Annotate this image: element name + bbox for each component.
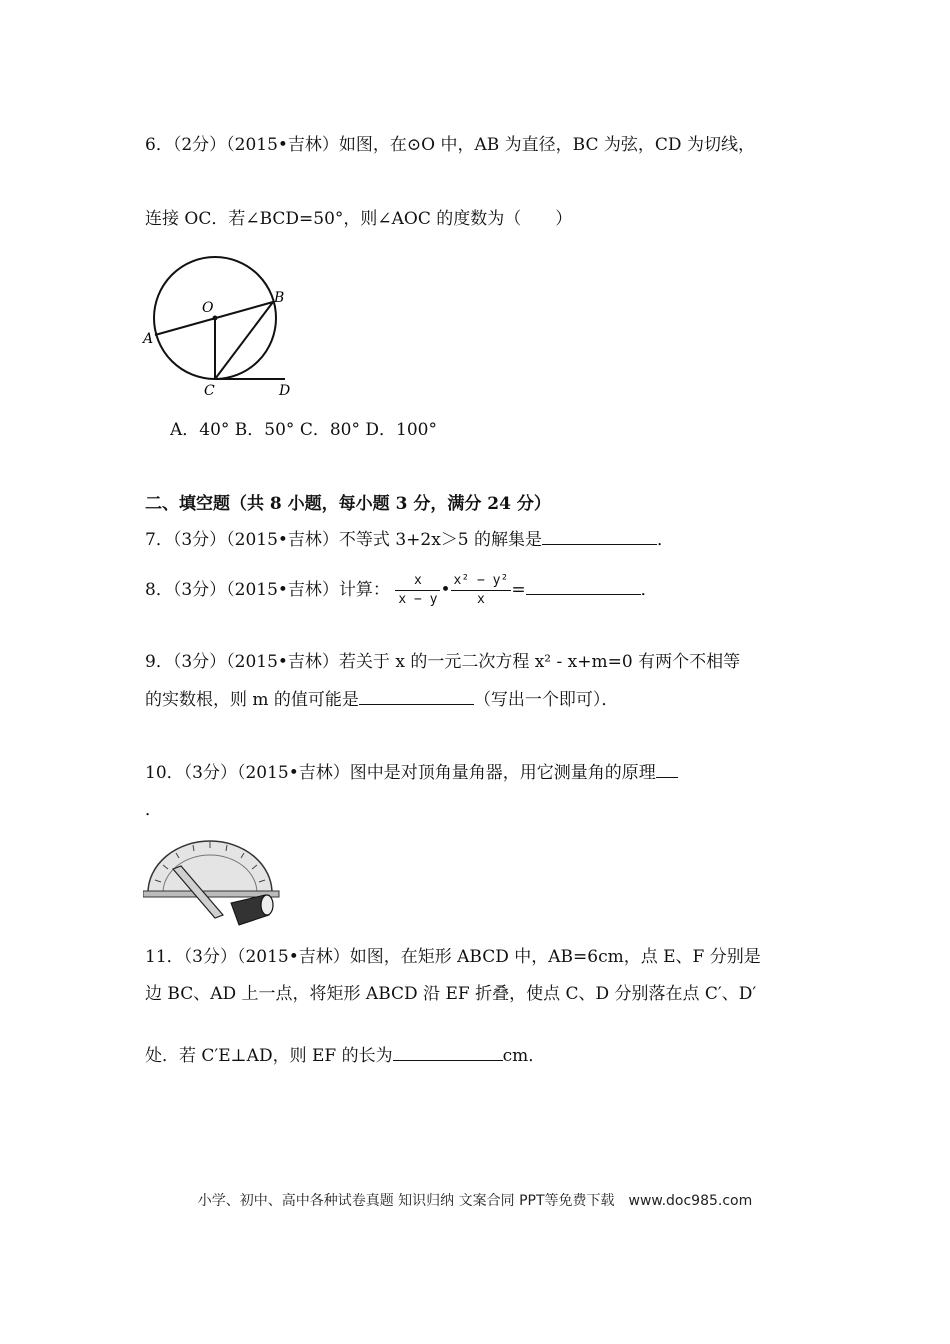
- q8-fraction-2: [451, 572, 512, 609]
- section2-heading: 二、填空题（共 8 小题，每小题 3 分，满分 24 分）: [145, 494, 551, 514]
- q11-suffix: cm．: [502, 1046, 546, 1066]
- q8-frac1-numerator: x: [395, 572, 440, 591]
- label-a: A: [143, 331, 154, 347]
- q9-line1: 9．（3分）（2015•吉林）若关于 x 的一元二次方程 x² - x+m=0 有两个不相等: [145, 652, 741, 672]
- q8-frac2-denominator: x: [477, 592, 485, 607]
- q8-dot: •: [440, 580, 451, 600]
- q11-line3: [145, 1041, 545, 1066]
- q10-protractor-figure: [143, 835, 283, 930]
- label-d: D: [279, 383, 291, 399]
- q7-suffix: ．: [657, 530, 675, 550]
- q8-frac1-denominator: x − y: [398, 592, 438, 607]
- q11-blank: [393, 1042, 503, 1061]
- chord-bc: [215, 302, 273, 379]
- label-b: B: [274, 290, 285, 306]
- q7-line: [145, 525, 674, 550]
- q8-line: [145, 572, 658, 609]
- q9-line2: [145, 685, 618, 710]
- q7-blank: [542, 526, 657, 545]
- q11-line1: 11．（3分）（2015•吉林）如图，在矩形 ABCD 中，AB=6cm，点 E、F 分别是: [145, 947, 761, 967]
- page-footer: 小学、初中、高中各种试卷真题 知识归纳 文案合同 PPT等免费下载 www.doc985.com: [197, 1193, 753, 1209]
- q8-fraction-1: [395, 572, 440, 609]
- label-c: C: [204, 383, 215, 399]
- q6-line2: 连接 OC．若∠BCD=50°，则∠AOC 的度数为（ ）: [145, 209, 573, 229]
- q6-line1: 6．（2分）（2015•吉林）如图，在⊙O 中，AB 为直径，BC 为弦，CD 为切线，: [145, 135, 755, 155]
- q6-circle-figure: [140, 255, 300, 405]
- q9-text: 的实数根，则 m 的值可能是: [145, 690, 359, 710]
- q8-equals: =: [511, 580, 526, 600]
- q7-text: 7．（3分）（2015•吉林）不等式 3+2x＞5 的解集是: [145, 530, 543, 550]
- q8-suffix: ．: [640, 580, 658, 600]
- q6-options: A．40° B．50° C．80° D．100°: [170, 420, 437, 440]
- q10-blank: [656, 759, 678, 778]
- q9-blank: [359, 686, 474, 705]
- q11-line2: 边 BC、AD 上一点，将矩形 ABCD 沿 EF 折叠，使点 C、D 分别落在点 C′、D′: [145, 984, 757, 1004]
- q8-text: 8．（3分）（2015•吉林）计算：: [145, 580, 390, 600]
- protractor-arc: [148, 841, 272, 893]
- q10-text: 10．（3分）（2015•吉林）图中是对顶角量角器，用它测量角的原理: [145, 763, 656, 783]
- q10-line2: ．: [145, 800, 162, 820]
- center-dot: [213, 316, 218, 321]
- q10-line1: [145, 758, 678, 783]
- q8-blank: [526, 576, 641, 595]
- label-o: O: [202, 300, 214, 316]
- q8-frac2-numerator: x² − y²: [451, 572, 512, 591]
- q11-text: 处．若 C′E⊥AD，则 EF 的长为: [145, 1046, 393, 1066]
- q9-suffix: （写出一个即可）．: [473, 690, 619, 710]
